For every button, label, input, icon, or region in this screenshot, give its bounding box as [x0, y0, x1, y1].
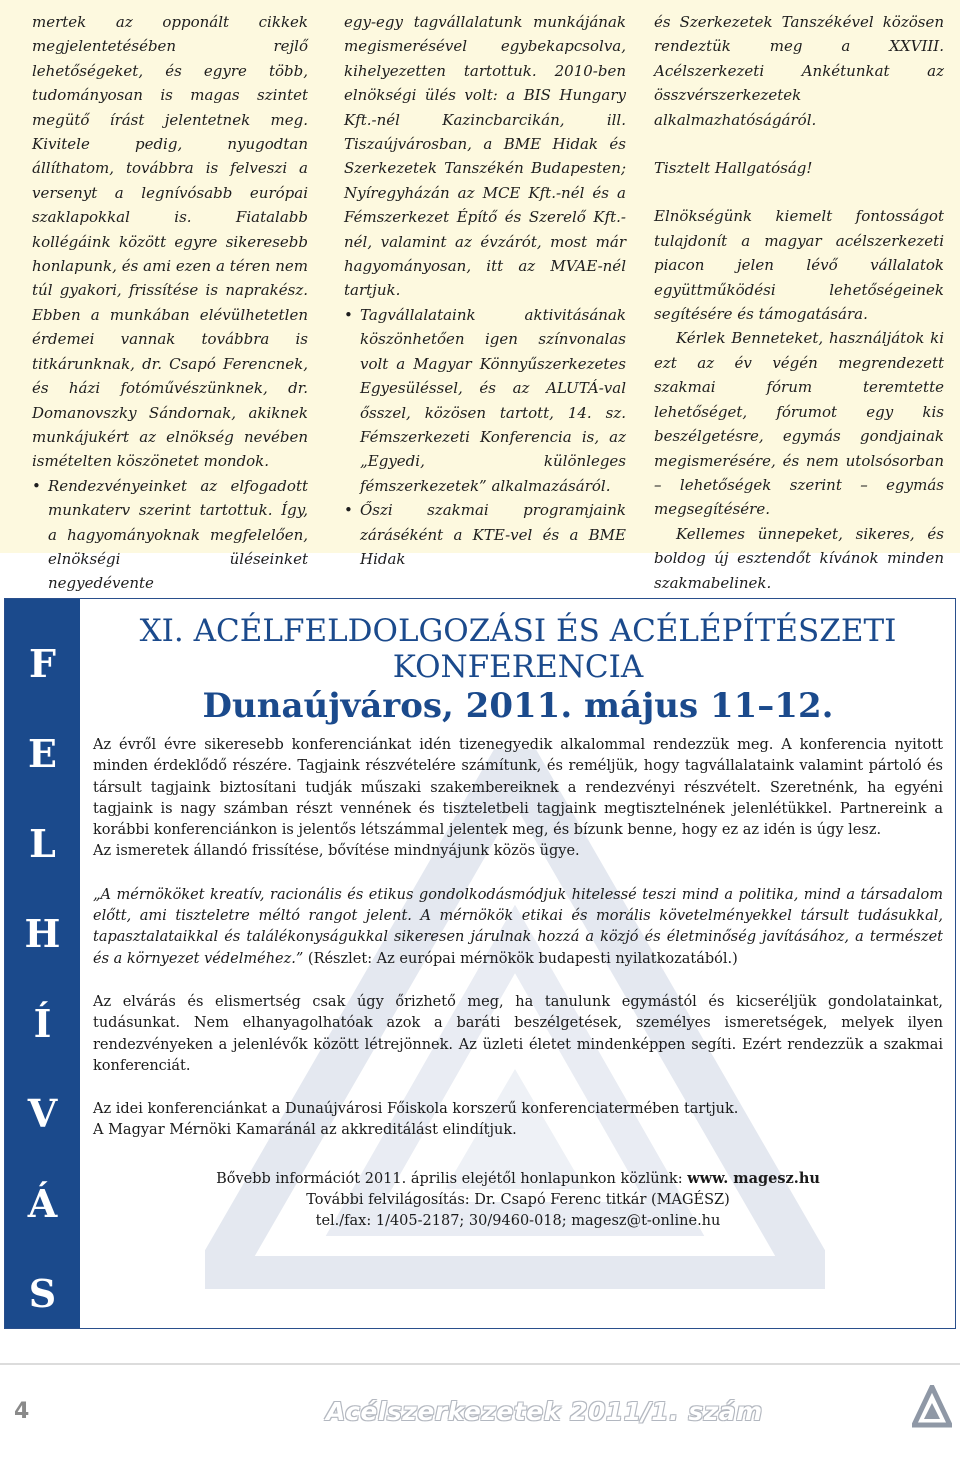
accreditation-line: A Magyar Mérnöki Kamaránál az akkreditálást elindítjuk. [93, 1122, 517, 1139]
website-link[interactable]: www. magesz.hu [687, 1169, 820, 1187]
text-column-left [32, 10, 308, 596]
intro-paragraph: Az évről évre sikeresebb konferenciánkat idén tizenegyedik alkalommal rendezzük meg. A konferencia nyitott minden érdeklődő részére. Tagjaink részvételére számítunk, és reméljük, hogy tagvállalataink valamint pártoló és társult tagjaink biztosítani tudják műszaki szakembereiknek a rendezvényi részvételt. Szeretnénk, ha egyéni tagjaink is nagy számban részt vennének és tiszteletbeli tagjaink megtisztelnének jelenlétükkel. Partnereink a korábbi konferenciánkon is jelentős létszámmal jelentek meg, és bízunk benne, hogy ez az idén is úgy lesz. [93, 737, 943, 839]
paragraph: egy-egy tagvállalatunk munkájának megismerésével egybekapcsolva, kihelyezetten tartottuk. 2010-ben elnökségi ülés volt: a BIS Hungary Kft.-nél Kazincbarcikán, ill. Tiszaújvárosban, a BME Hidak és Szerkezetek Tanszékén Budapesten; Nyíregyházán az MCE Kft.-nél és a Fémszerkezet Építő és Szerelő Kft.-nél, valamint az évzárót, most már hagyományosan, itt az MVAE-nél tartjuk. [344, 13, 626, 300]
contact-info [93, 1168, 943, 1233]
paragraph: és Szerkezetek Tanszékével közösen rendeztük meg a XXVIII. Acélszerkezeti Ankétunkat az összvérszerkezetek alkalmazhatóságáról. [654, 13, 944, 129]
venue-line: Az idei konferenciánkat a Dunaújvárosi Főiskola korszerű konferenciatermében tartjuk. [93, 1101, 739, 1118]
bullet-paragraph: • Tagvállalataink aktivitásának köszönhetően igen színvonalas volt a Magyar Könnyűszerkezetes Egyesüléssel, és az ALUTÁ-val ősszel, közösen tartott, 14. sz. Fémszerkezeti Konferencia is, az „Egyedi, különleges fémszerkezetek” alkalmazásáról. [344, 303, 626, 498]
side-letter: F [29, 641, 56, 686]
text-column-right [654, 10, 944, 595]
side-letter: V [27, 1091, 58, 1136]
paragraph: Kérlek Benneteket, használjátok ki ezt az év végén megrendezett szakmai fórum teremtette lehetőséget, fórumot egy kis beszélgetésre, egymás gondjainak megismerésére, és nem utolsósorban – lehetőségek szerint – egymás megsegítésére. [654, 329, 944, 519]
paragraph: Elnökségünk kiemelt fontosságot tulajdonít a magyar acélszerkezeti piacon jelen lévő vállalatok együttműködési lehetőségeinek segítésére és támogatására. [654, 207, 944, 324]
side-letter: S [28, 1271, 57, 1316]
conference-content [93, 613, 943, 1233]
conference-announcement [4, 598, 956, 1329]
closing-paragraph: Kellemes ünnepeket, sikeres, és boldog új esztendőt kívánok minden szakmabelinek. [654, 524, 944, 592]
quote-paragraph [93, 885, 943, 970]
conference-date-location: Dunaújváros, 2011. május 11–12. [202, 686, 834, 726]
article-panel [0, 0, 960, 593]
paragraph: Az ismeretek állandó frissítése, bővítése mindnyájunk közös ügye. [93, 843, 580, 860]
side-letter: L [29, 821, 56, 866]
side-letter: E [28, 731, 57, 776]
contact-line: tel./fax: 1/405-2187; 30/9460-018; magesz@t-online.hu [315, 1213, 721, 1230]
paragraph: mertek az opponált cikkek megjelentetésében rejlő lehetőségeket, és egyre több, tudományosan is magas szintet megütő írást jelentetnek meg. Kivitele pedig, nyugodtan állíthatom, továbbra is felveszi a versenyt a legnívósabb európai szaklapokkal is. Fiatalabb kollégáink között egyre sikeresebb honlapunk, és ami ezen a téren nem túl gyakori, frissítése is naprakész. Ebben a munkában elévülhetetlen érdemei vannak továbbra is titkárunknak, dr. Csapó Ferencnek, és házi fotóművészünknek, dr. Domanovszky Sándornak, akiknek munkájukért az elnökség nevében ismételten köszönetet mondok. [32, 13, 308, 471]
magesz-logo-icon [912, 1385, 952, 1431]
paragraph: Az elvárás és elismertség csak úgy őrizhető meg, ha tanulunk egymástól és kicseréljük gondolatainkat, tudásunkat. Nem elhanyagolhatóak azok a baráti beszélgetések, személyes ismeretségek, melyek ilyen rendezvényeken a jelenlévők között létrejönnek. Az üzleti életet mindenképpen segíti. Ezért rendezzük a szakmai konferenciát. [93, 993, 943, 1074]
journal-title: Acélszerkezetek 2011/1. szám [326, 1397, 763, 1426]
side-band [5, 599, 80, 1328]
page-number: 4 [14, 1399, 30, 1424]
quote: „A mérnököket kreatív, racionális és etikus gondolkodásmódjuk hitelessé teszi mind a politika, mind a társadalom előtt, ami tiszteletre méltó rangot jelent. A mérnökök etikai és morális követelményekkel társult tudásukkal, tapasztalataikkal és találékonyságukkal sikeresen járulnak hozzá a közjó és életminőség javításához, a természet és a környezet védelméhez.” [93, 886, 943, 967]
conference-title: XI. ACÉLFELDOLGOZÁSI ÉS ACÉLÉPÍTÉSZETI [139, 613, 897, 649]
footer-divider [0, 1363, 960, 1365]
side-letter: Á [27, 1181, 58, 1226]
quote-source: (Részlet: Az európai mérnökök budapesti nyilatkozatából.) [303, 950, 738, 967]
side-letter: Í [33, 1001, 52, 1046]
text-column-middle [344, 10, 626, 571]
bullet-paragraph: • Őszi szakmai programjaink záráséként a KTE-vel és a BME Hidak [344, 498, 626, 571]
info-text: Bővebb információt 2011. április elejétől honlapunkon közlünk: [216, 1170, 688, 1187]
info-line [93, 1168, 943, 1190]
salutation: Tisztelt Hallgatóság! [654, 159, 813, 178]
side-title [5, 619, 80, 1329]
conference-title-line2: KONFERENCIA [392, 649, 644, 685]
info-line: További felvilágosítás: Dr. Csapó Ferenc titkár (MAGÉSZ) [306, 1192, 730, 1209]
page-footer [0, 1363, 960, 1461]
bullet-paragraph: • Rendezvényeinket az elfogadott munkaterv szerint tartottuk. Így, a hagyományoknak megfelelően, elnökségi üléseinket negyedévente [32, 474, 308, 596]
side-letter: H [24, 911, 61, 956]
